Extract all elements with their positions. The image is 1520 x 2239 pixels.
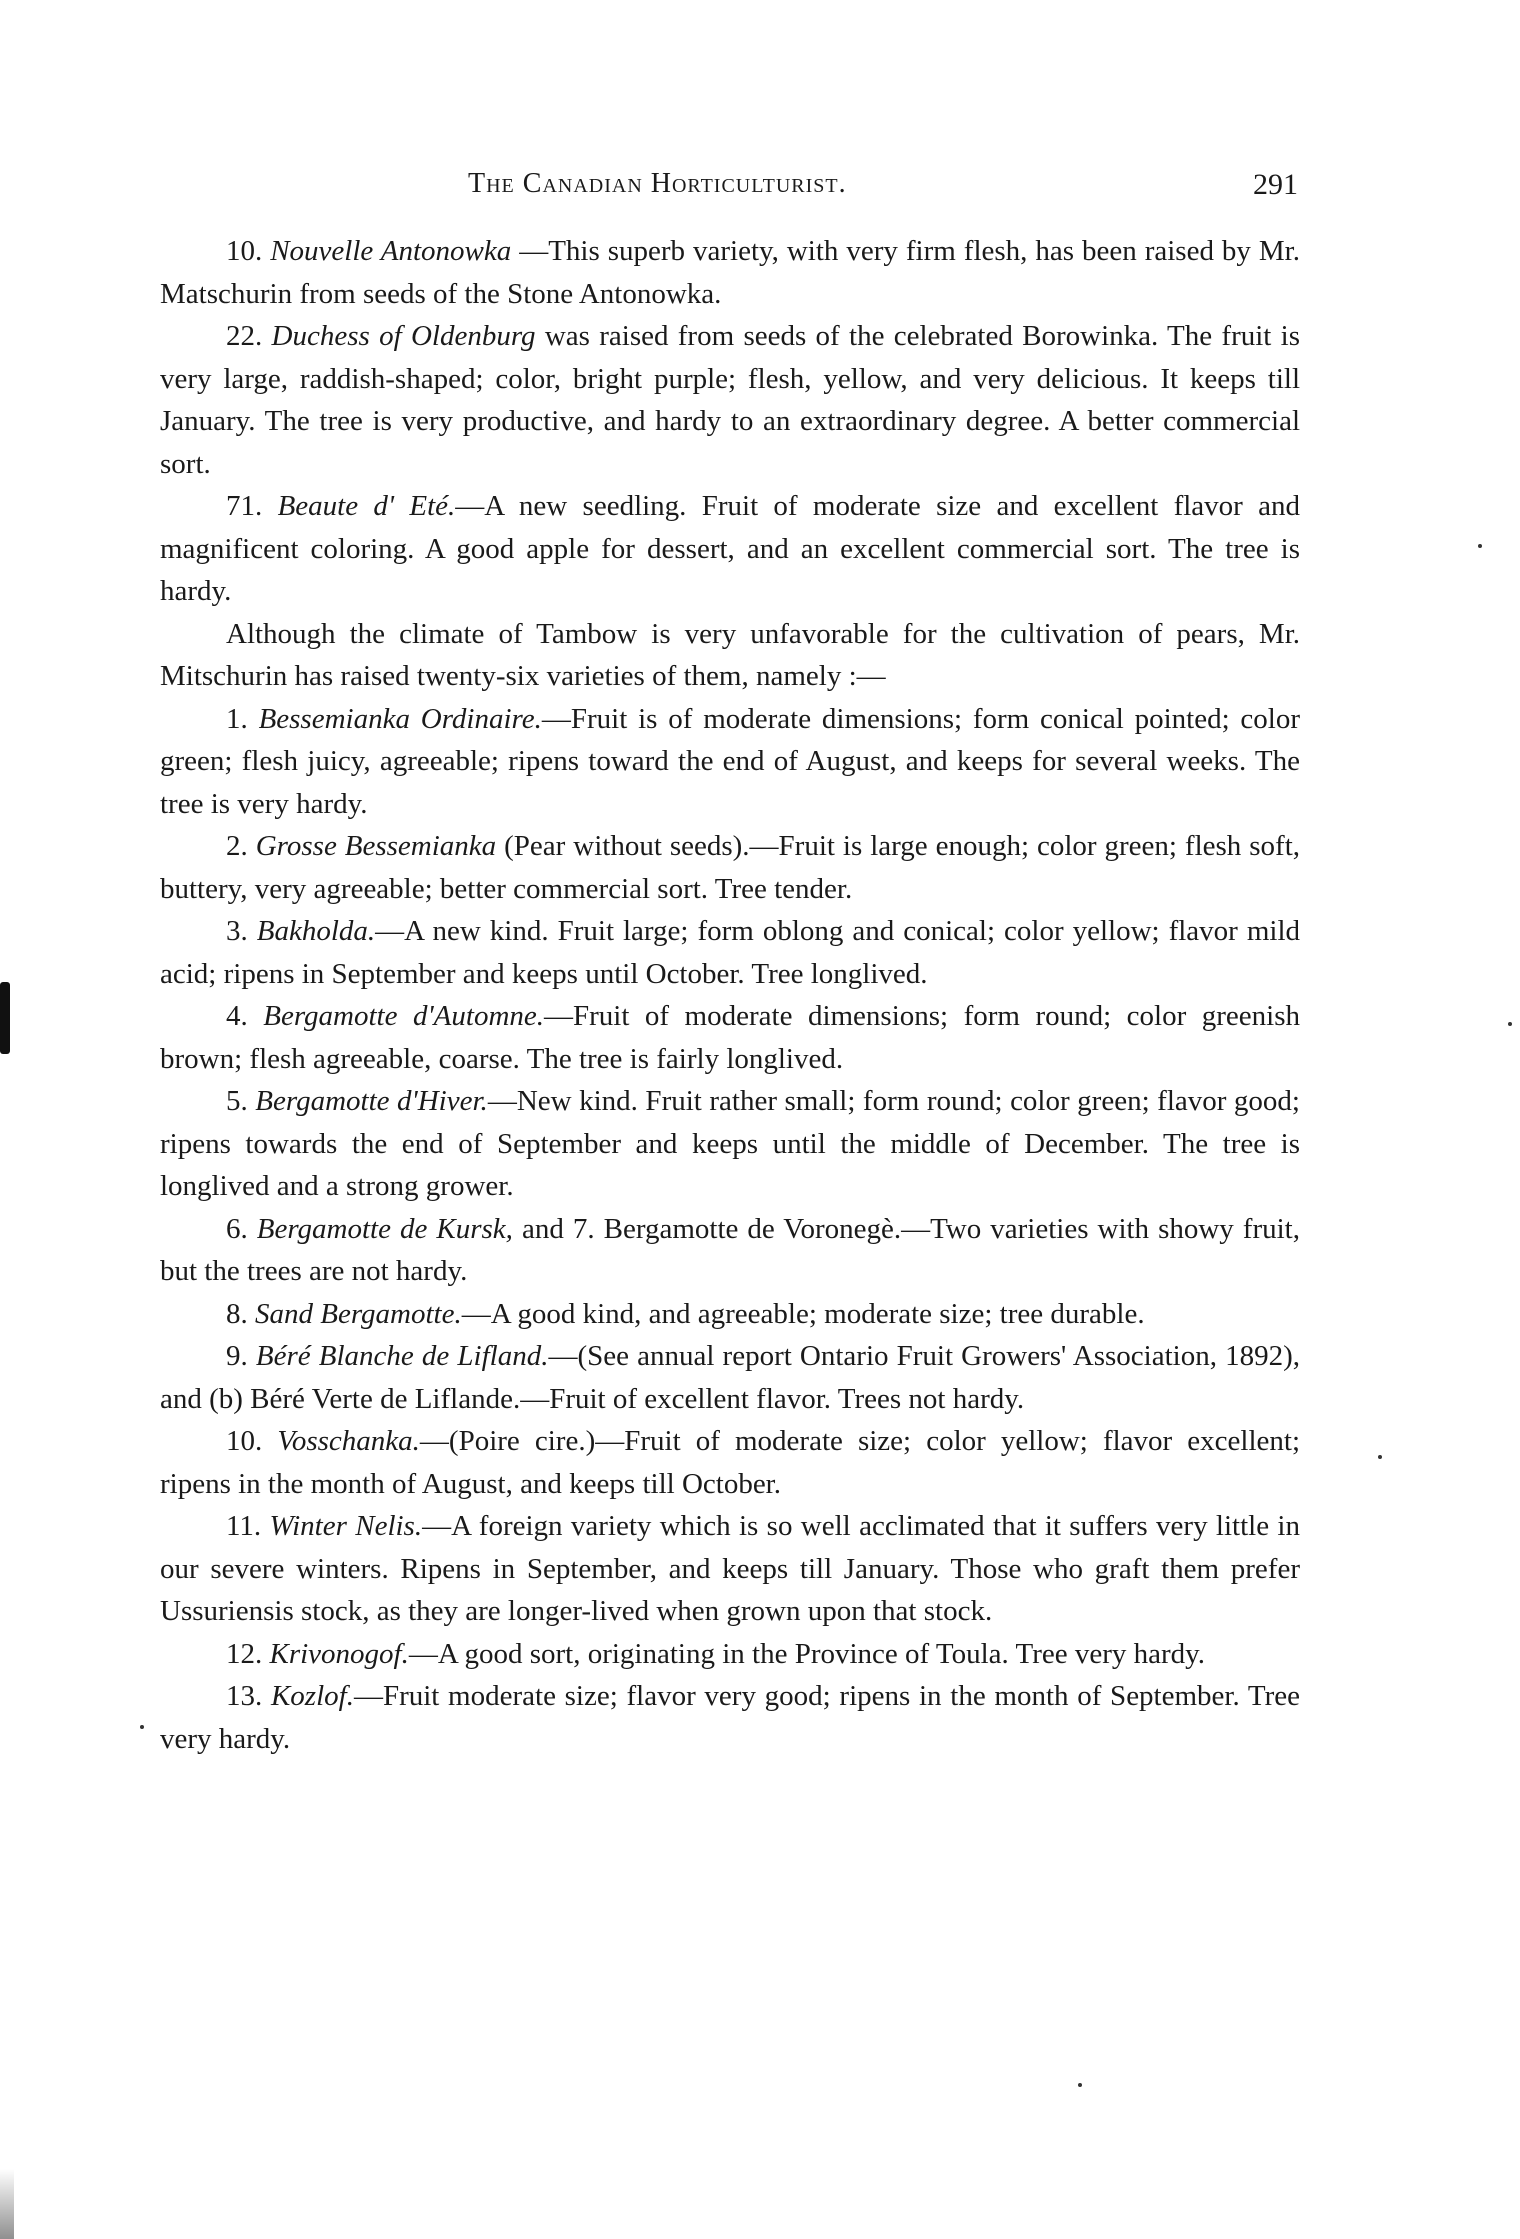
variety-name: Beaute d' Eté.	[277, 490, 456, 522]
item-number: 9.	[226, 1340, 248, 1372]
paragraph	[160, 315, 1300, 485]
item-number: 71.	[226, 490, 263, 522]
running-title: The Canadian Horticulturist.	[468, 168, 847, 199]
variety-name: Grosse Bessemianka	[255, 830, 497, 862]
variety-name: Nouvelle Antonowka	[270, 235, 512, 267]
paragraph-text: —Fruit moderate size; flavor very good; ripens in the month of September. Tree very hardy.	[160, 1680, 1300, 1755]
item-number: 4.	[226, 1000, 248, 1032]
paragraph	[160, 1293, 1300, 1336]
paragraph	[160, 1080, 1300, 1208]
page-number: 291	[1253, 168, 1298, 201]
page-header	[168, 168, 1298, 208]
paragraph-text: —A foreign variety which is so well acclimated that it suffers very little in our severe winters. Ripens in September, and keeps till January. Those who graft them prefer Ussuriensis stock, as they are longer-lived when grown upon that stock.	[160, 1510, 1300, 1627]
paragraph	[160, 1505, 1300, 1633]
paragraph-text: was raised from seeds of the celebrated Borowinka. The fruit is very large, raddish-shaped; color, bright purple; flesh, yellow, and very delicious. It keeps till January. The tree is very productive, and hardy to an extraordinary degree. A better commercial sort.	[160, 320, 1300, 480]
scan-speck	[1078, 2083, 1082, 2087]
scan-corner-shadow	[0, 2169, 14, 2239]
item-number: 8.	[226, 1297, 248, 1330]
item-number: 2.	[226, 830, 248, 862]
scan-edge-mark	[0, 982, 10, 1054]
paragraph	[160, 230, 1300, 315]
article-body	[160, 230, 1300, 1760]
paragraph-text: —New kind. Fruit rather small; form round; color green; flavor good; ripens towards the end of September and keeps until the middle of December. The tree is longlived and a strong grower.	[160, 1085, 1300, 1202]
item-number: 3.	[226, 915, 248, 947]
item-number: 10.	[226, 1425, 263, 1457]
paragraph-text: (Pear without seeds).—Fruit is large enough; color green; flesh soft, buttery, very agreeable; better commercial sort. Tree tender.	[160, 830, 1301, 905]
paragraph	[160, 1633, 1300, 1676]
paragraph-text: —A good kind, and agreeable; moderate size; tree durable.	[461, 1297, 1145, 1330]
paragraph	[160, 613, 1300, 698]
paragraph-text: —A good sort, originating in the Province of Toula. Tree very hardy.	[408, 1637, 1206, 1670]
paragraph	[160, 698, 1300, 826]
paragraph	[160, 1675, 1300, 1760]
paragraph	[160, 1335, 1300, 1420]
variety-name: Sand Bergamotte.	[255, 1297, 462, 1330]
variety-name: Bergamotte d'Hiver.	[255, 1085, 488, 1117]
variety-name: Duchess of Oldenburg	[271, 320, 536, 352]
paragraph-text: —This superb variety, with very firm flesh, has been raised by Mr. Matschurin from seeds of the Stone Antonowka.	[160, 235, 1300, 310]
variety-name: Vosschanka.	[277, 1425, 420, 1457]
paragraph	[160, 995, 1300, 1080]
paragraph-text: —Fruit of moderate dimensions; form round; color greenish brown; flesh agreeable, coarse. The tree is fairly longlived.	[160, 1000, 1301, 1075]
paragraph	[160, 825, 1300, 910]
paragraph	[160, 1420, 1300, 1505]
item-number: 11.	[226, 1510, 262, 1542]
paragraph	[160, 485, 1300, 613]
paragraph	[160, 1208, 1300, 1293]
paragraph-text: and 7. Bergamotte de Voronegè.—Two varieties with showy fruit, but the trees are not hardy.	[160, 1212, 1300, 1287]
variety-name: Bakholda.	[256, 915, 376, 947]
scan-speck	[1508, 1022, 1512, 1026]
paragraph-text: —(Poire cire.)—Fruit of moderate size; color yellow; flavor excellent; ripens in the month of August, and keeps till October.	[160, 1425, 1300, 1500]
item-number: 6.	[226, 1212, 248, 1245]
variety-name: Bergamotte d'Automne.	[263, 1000, 545, 1032]
variety-name: Béré Blanche de Lifland.	[255, 1340, 549, 1372]
scan-speck	[1378, 1455, 1382, 1459]
item-number: 13.	[226, 1680, 263, 1712]
variety-name: Krivonogof.	[269, 1637, 409, 1670]
item-number: 22.	[226, 320, 263, 352]
scan-speck	[1478, 544, 1482, 548]
variety-name: Bessemianka Ordinaire.	[258, 702, 542, 735]
scan-speck	[140, 1725, 144, 1729]
paragraph-text: —Fruit is of moderate dimensions; form conical pointed; color green; flesh juicy, agreeable; ripens toward the end of August, and keeps for several weeks. The tree is very hardy.	[160, 702, 1301, 820]
variety-name: Winter Nelis.	[269, 1510, 423, 1542]
variety-name: Bergamotte de Kursk,	[256, 1212, 513, 1245]
paragraph-text: —A new kind. Fruit large; form oblong and conical; color yellow; flavor mild acid; ripens in September and keeps until October. Tree longlived.	[160, 915, 1300, 990]
variety-name: Kozlof.	[270, 1680, 354, 1712]
paragraph-text: —(See annual report Ontario Fruit Growers' Association, 1892), and (b) Béré Verte de Liflande.—Fruit of excellent flavor. Trees not hardy.	[160, 1340, 1301, 1415]
item-number: 1.	[226, 702, 248, 735]
paragraph-text: Although the climate of Tambow is very unfavorable for the cultivation of pears, Mr. Mitschurin has raised twenty-six varieties of them, namely :—	[160, 617, 1300, 692]
item-number: 5.	[226, 1085, 248, 1117]
item-number: 12.	[226, 1637, 263, 1670]
paragraph	[160, 910, 1300, 995]
paragraph-text: —A new seedling. Fruit of moderate size and excellent flavor and magnificent coloring. A good apple for dessert, and an excellent commercial sort. The tree is hardy.	[160, 490, 1300, 607]
item-number: 10.	[226, 235, 263, 267]
